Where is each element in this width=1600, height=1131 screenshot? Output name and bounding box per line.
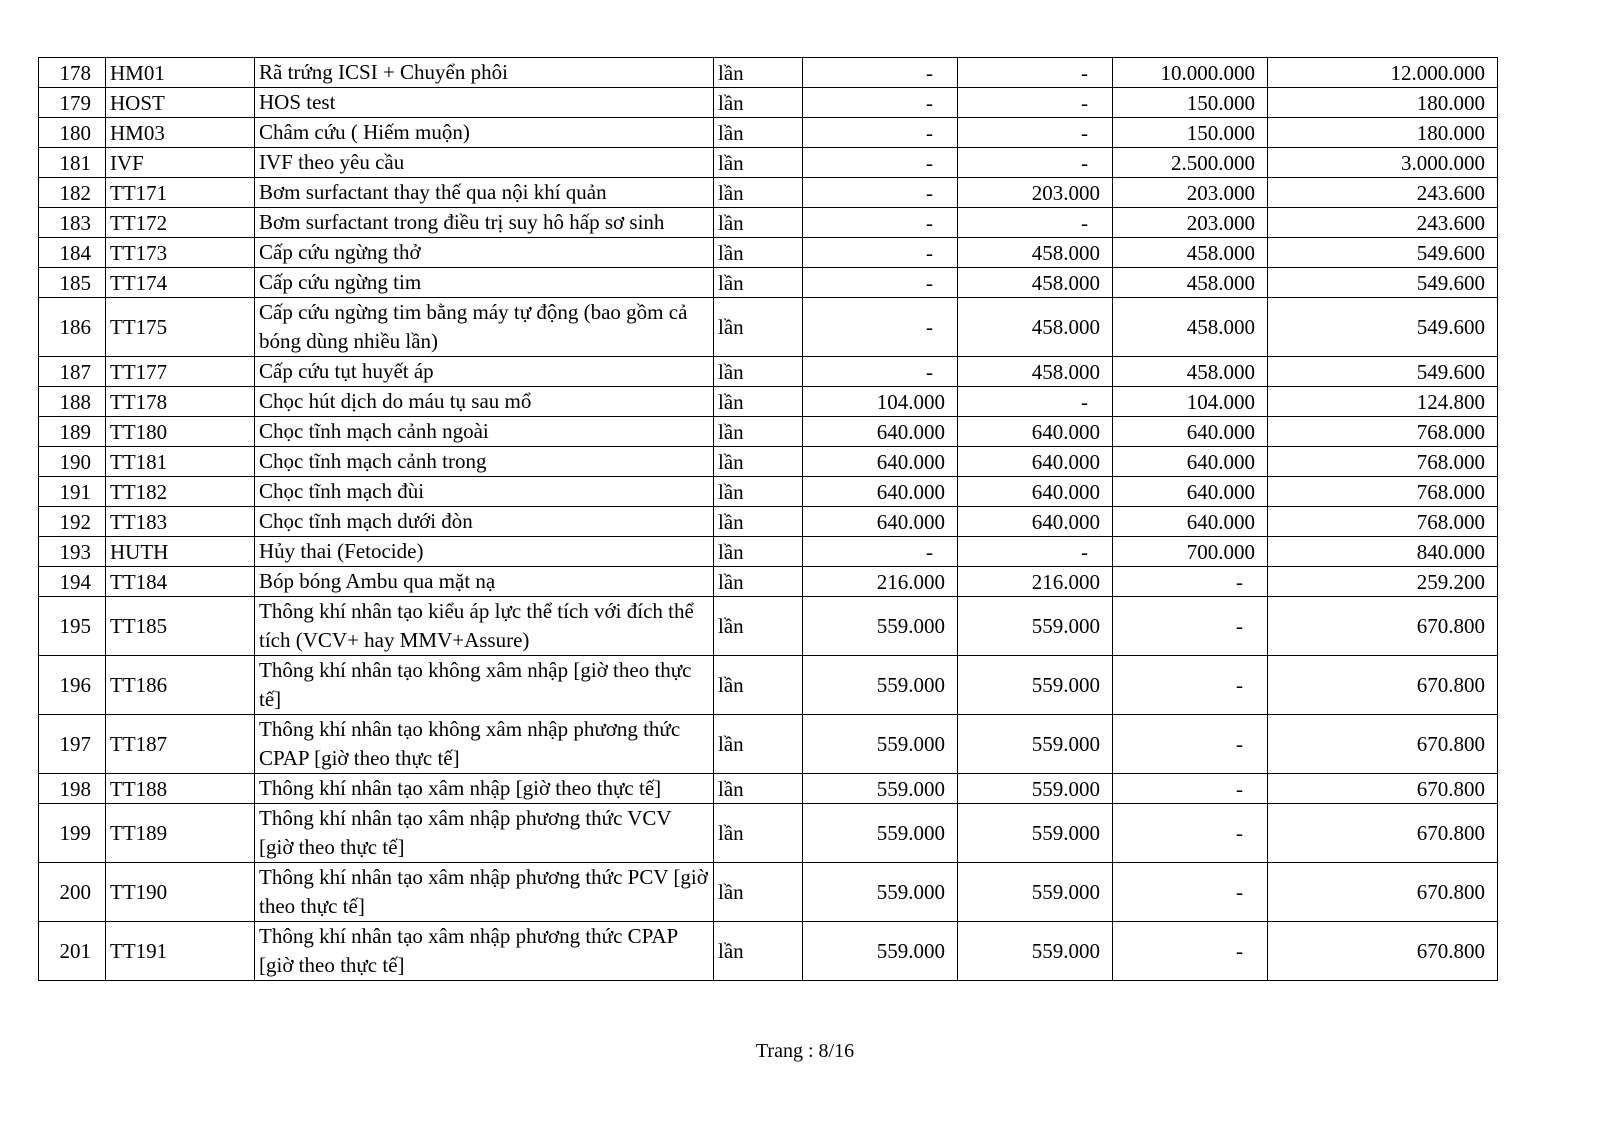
price-3-cell: 2.500.000 bbox=[1113, 148, 1268, 178]
unit-cell: lần bbox=[714, 477, 803, 507]
price-1-cell: 640.000 bbox=[803, 417, 958, 447]
service-name-cell: Thông khí nhân tạo xâm nhập phương thức VCV [giờ theo thực tế] bbox=[255, 804, 714, 863]
service-name-cell: Thông khí nhân tạo không xâm nhập [giờ theo thực tế] bbox=[255, 656, 714, 715]
table-row bbox=[39, 567, 1498, 597]
unit-cell: lần bbox=[714, 507, 803, 537]
table-row bbox=[39, 118, 1498, 148]
price-2-cell: 559.000 bbox=[958, 863, 1113, 922]
price-3-cell: - bbox=[1113, 567, 1268, 597]
service-code-cell: TT182 bbox=[106, 477, 255, 507]
row-number-cell: 181 bbox=[39, 148, 106, 178]
row-number-cell: 197 bbox=[39, 715, 106, 774]
price-1-cell: 640.000 bbox=[803, 507, 958, 537]
price-1-cell: - bbox=[803, 357, 958, 387]
price-4-cell: 243.600 bbox=[1268, 178, 1498, 208]
service-name-cell: Hủy thai (Fetocide) bbox=[255, 537, 714, 567]
price-1-cell: 559.000 bbox=[803, 774, 958, 804]
unit-cell: lần bbox=[714, 656, 803, 715]
service-name-cell: Bơm surfactant trong điều trị suy hô hấp sơ sinh bbox=[255, 208, 714, 238]
row-number-cell: 187 bbox=[39, 357, 106, 387]
row-number-cell: 198 bbox=[39, 774, 106, 804]
table-row bbox=[39, 88, 1498, 118]
price-1-cell: - bbox=[803, 178, 958, 208]
service-code-cell: TT191 bbox=[106, 922, 255, 981]
unit-cell: lần bbox=[714, 58, 803, 88]
table-row bbox=[39, 148, 1498, 178]
price-2-cell: 559.000 bbox=[958, 656, 1113, 715]
price-1-cell: 559.000 bbox=[803, 863, 958, 922]
price-2-cell: - bbox=[958, 148, 1113, 178]
price-4-cell: 670.800 bbox=[1268, 715, 1498, 774]
row-number-cell: 179 bbox=[39, 88, 106, 118]
price-4-cell: 768.000 bbox=[1268, 447, 1498, 477]
table-row bbox=[39, 863, 1498, 922]
price-4-cell: 670.800 bbox=[1268, 597, 1498, 656]
table-row bbox=[39, 208, 1498, 238]
price-3-cell: 10.000.000 bbox=[1113, 58, 1268, 88]
page-number: Trang : 8/16 bbox=[755, 1040, 855, 1062]
unit-cell: lần bbox=[714, 88, 803, 118]
price-1-cell: - bbox=[803, 238, 958, 268]
price-3-cell: - bbox=[1113, 922, 1268, 981]
unit-cell: lần bbox=[714, 298, 803, 357]
unit-cell: lần bbox=[714, 447, 803, 477]
price-3-cell: - bbox=[1113, 715, 1268, 774]
price-3-cell: 640.000 bbox=[1113, 477, 1268, 507]
service-code-cell: TT174 bbox=[106, 268, 255, 298]
price-1-cell: - bbox=[803, 58, 958, 88]
unit-cell: lần bbox=[714, 178, 803, 208]
price-1-cell: - bbox=[803, 148, 958, 178]
table-row bbox=[39, 178, 1498, 208]
row-number-cell: 201 bbox=[39, 922, 106, 981]
price-2-cell: 640.000 bbox=[958, 417, 1113, 447]
price-2-cell: 458.000 bbox=[958, 268, 1113, 298]
price-2-cell: 640.000 bbox=[958, 507, 1113, 537]
price-3-cell: - bbox=[1113, 804, 1268, 863]
unit-cell: lần bbox=[714, 774, 803, 804]
service-name-cell: Cấp cứu ngừng thở bbox=[255, 238, 714, 268]
service-name-cell: Cấp cứu ngừng tim bbox=[255, 268, 714, 298]
price-1-cell: - bbox=[803, 298, 958, 357]
table-row bbox=[39, 597, 1498, 656]
price-2-cell: 559.000 bbox=[958, 774, 1113, 804]
price-4-cell: 549.600 bbox=[1268, 238, 1498, 268]
price-2-cell: 559.000 bbox=[958, 715, 1113, 774]
price-3-cell: 150.000 bbox=[1113, 118, 1268, 148]
service-name-cell: Cấp cứu tụt huyết áp bbox=[255, 357, 714, 387]
price-1-cell: 640.000 bbox=[803, 477, 958, 507]
price-3-cell: 150.000 bbox=[1113, 88, 1268, 118]
service-code-cell: HOST bbox=[106, 88, 255, 118]
service-code-cell: TT177 bbox=[106, 357, 255, 387]
service-name-cell: Chọc tĩnh mạch dưới đòn bbox=[255, 507, 714, 537]
row-number-cell: 185 bbox=[39, 268, 106, 298]
price-2-cell: - bbox=[958, 118, 1113, 148]
price-2-cell: 458.000 bbox=[958, 238, 1113, 268]
row-number-cell: 199 bbox=[39, 804, 106, 863]
table-body bbox=[39, 58, 1498, 981]
price-4-cell: 124.800 bbox=[1268, 387, 1498, 417]
price-3-cell: 458.000 bbox=[1113, 298, 1268, 357]
service-code-cell: TT181 bbox=[106, 447, 255, 477]
price-3-cell: 700.000 bbox=[1113, 537, 1268, 567]
service-name-cell: HOS test bbox=[255, 88, 714, 118]
table-row bbox=[39, 298, 1498, 357]
service-code-cell: TT183 bbox=[106, 507, 255, 537]
price-3-cell: 458.000 bbox=[1113, 357, 1268, 387]
price-4-cell: 670.800 bbox=[1268, 804, 1498, 863]
price-1-cell: 559.000 bbox=[803, 597, 958, 656]
unit-cell: lần bbox=[714, 417, 803, 447]
price-3-cell: - bbox=[1113, 774, 1268, 804]
price-3-cell: 640.000 bbox=[1113, 417, 1268, 447]
service-name-cell: Thông khí nhân tạo xâm nhập [giờ theo thực tế] bbox=[255, 774, 714, 804]
price-2-cell: 216.000 bbox=[958, 567, 1113, 597]
row-number-cell: 184 bbox=[39, 238, 106, 268]
price-2-cell: - bbox=[958, 58, 1113, 88]
price-4-cell: 3.000.000 bbox=[1268, 148, 1498, 178]
service-code-cell: TT184 bbox=[106, 567, 255, 597]
service-code-cell: TT186 bbox=[106, 656, 255, 715]
price-1-cell: - bbox=[803, 88, 958, 118]
service-code-cell: TT188 bbox=[106, 774, 255, 804]
price-1-cell: 559.000 bbox=[803, 922, 958, 981]
price-4-cell: 180.000 bbox=[1268, 118, 1498, 148]
service-name-cell: Thông khí nhân tạo xâm nhập phương thức CPAP [giờ theo thực tế] bbox=[255, 922, 714, 981]
price-2-cell: 640.000 bbox=[958, 477, 1113, 507]
service-name-cell: Châm cứu ( Hiếm muộn) bbox=[255, 118, 714, 148]
service-code-cell: TT190 bbox=[106, 863, 255, 922]
unit-cell: lần bbox=[714, 387, 803, 417]
price-4-cell: 549.600 bbox=[1268, 268, 1498, 298]
table-row bbox=[39, 417, 1498, 447]
table-row bbox=[39, 387, 1498, 417]
price-2-cell: 458.000 bbox=[958, 298, 1113, 357]
row-number-cell: 190 bbox=[39, 447, 106, 477]
price-1-cell: 104.000 bbox=[803, 387, 958, 417]
unit-cell: lần bbox=[714, 804, 803, 863]
row-number-cell: 200 bbox=[39, 863, 106, 922]
price-4-cell: 670.800 bbox=[1268, 863, 1498, 922]
price-4-cell: 259.200 bbox=[1268, 567, 1498, 597]
price-1-cell: 559.000 bbox=[803, 804, 958, 863]
service-code-cell: HM01 bbox=[106, 58, 255, 88]
row-number-cell: 195 bbox=[39, 597, 106, 656]
table-row bbox=[39, 507, 1498, 537]
price-4-cell: 549.600 bbox=[1268, 357, 1498, 387]
price-3-cell: 104.000 bbox=[1113, 387, 1268, 417]
service-name-cell: Chọc hút dịch do máu tụ sau mổ bbox=[255, 387, 714, 417]
price-1-cell: - bbox=[803, 268, 958, 298]
price-1-cell: - bbox=[803, 208, 958, 238]
row-number-cell: 178 bbox=[39, 58, 106, 88]
service-name-cell: Rã trứng ICSI + Chuyển phôi bbox=[255, 58, 714, 88]
service-code-cell: TT187 bbox=[106, 715, 255, 774]
price-4-cell: 670.800 bbox=[1268, 656, 1498, 715]
row-number-cell: 180 bbox=[39, 118, 106, 148]
unit-cell: lần bbox=[714, 268, 803, 298]
row-number-cell: 186 bbox=[39, 298, 106, 357]
row-number-cell: 193 bbox=[39, 537, 106, 567]
price-4-cell: 768.000 bbox=[1268, 477, 1498, 507]
table-row bbox=[39, 922, 1498, 981]
unit-cell: lần bbox=[714, 537, 803, 567]
price-4-cell: 243.600 bbox=[1268, 208, 1498, 238]
service-code-cell: HM03 bbox=[106, 118, 255, 148]
service-code-cell: TT178 bbox=[106, 387, 255, 417]
service-code-cell: TT189 bbox=[106, 804, 255, 863]
table-row bbox=[39, 357, 1498, 387]
table-row bbox=[39, 804, 1498, 863]
service-code-cell: TT185 bbox=[106, 597, 255, 656]
table-row bbox=[39, 238, 1498, 268]
price-3-cell: - bbox=[1113, 597, 1268, 656]
price-2-cell: - bbox=[958, 537, 1113, 567]
row-number-cell: 182 bbox=[39, 178, 106, 208]
service-code-cell: TT173 bbox=[106, 238, 255, 268]
service-name-cell: Thông khí nhân tạo xâm nhập phương thức PCV [giờ theo thực tế] bbox=[255, 863, 714, 922]
row-number-cell: 192 bbox=[39, 507, 106, 537]
price-1-cell: 640.000 bbox=[803, 447, 958, 477]
unit-cell: lần bbox=[714, 208, 803, 238]
row-number-cell: 183 bbox=[39, 208, 106, 238]
price-3-cell: 203.000 bbox=[1113, 178, 1268, 208]
table-row bbox=[39, 58, 1498, 88]
unit-cell: lần bbox=[714, 148, 803, 178]
price-1-cell: 559.000 bbox=[803, 715, 958, 774]
price-4-cell: 12.000.000 bbox=[1268, 58, 1498, 88]
unit-cell: lần bbox=[714, 863, 803, 922]
price-2-cell: 203.000 bbox=[958, 178, 1113, 208]
service-name-cell: Bơm surfactant thay thế qua nội khí quản bbox=[255, 178, 714, 208]
price-1-cell: 559.000 bbox=[803, 656, 958, 715]
row-number-cell: 196 bbox=[39, 656, 106, 715]
price-3-cell: 640.000 bbox=[1113, 507, 1268, 537]
price-4-cell: 768.000 bbox=[1268, 417, 1498, 447]
service-code-cell: TT175 bbox=[106, 298, 255, 357]
table-row bbox=[39, 656, 1498, 715]
service-code-cell: TT172 bbox=[106, 208, 255, 238]
price-3-cell: - bbox=[1113, 863, 1268, 922]
price-2-cell: 559.000 bbox=[958, 597, 1113, 656]
service-name-cell: Chọc tĩnh mạch đùi bbox=[255, 477, 714, 507]
price-4-cell: 670.800 bbox=[1268, 774, 1498, 804]
price-2-cell: - bbox=[958, 387, 1113, 417]
table-row bbox=[39, 477, 1498, 507]
service-name-cell: Chọc tĩnh mạch cảnh ngoài bbox=[255, 417, 714, 447]
price-1-cell: - bbox=[803, 537, 958, 567]
row-number-cell: 194 bbox=[39, 567, 106, 597]
table-row bbox=[39, 537, 1498, 567]
price-3-cell: 458.000 bbox=[1113, 238, 1268, 268]
price-1-cell: 216.000 bbox=[803, 567, 958, 597]
service-code-cell: TT180 bbox=[106, 417, 255, 447]
unit-cell: lần bbox=[714, 715, 803, 774]
service-name-cell: Bóp bóng Ambu qua mặt nạ bbox=[255, 567, 714, 597]
service-code-cell: TT171 bbox=[106, 178, 255, 208]
row-number-cell: 188 bbox=[39, 387, 106, 417]
price-2-cell: 559.000 bbox=[958, 922, 1113, 981]
service-name-cell: Cấp cứu ngừng tim bằng máy tự động (bao gồm cả bóng dùng nhiều lần) bbox=[255, 298, 714, 357]
unit-cell: lần bbox=[714, 567, 803, 597]
price-3-cell: 458.000 bbox=[1113, 268, 1268, 298]
row-number-cell: 189 bbox=[39, 417, 106, 447]
service-code-cell: HUTH bbox=[106, 537, 255, 567]
price-2-cell: 640.000 bbox=[958, 447, 1113, 477]
price-3-cell: - bbox=[1113, 656, 1268, 715]
price-4-cell: 840.000 bbox=[1268, 537, 1498, 567]
price-4-cell: 670.800 bbox=[1268, 922, 1498, 981]
price-4-cell: 180.000 bbox=[1268, 88, 1498, 118]
unit-cell: lần bbox=[714, 597, 803, 656]
unit-cell: lần bbox=[714, 357, 803, 387]
price-4-cell: 549.600 bbox=[1268, 298, 1498, 357]
price-2-cell: 458.000 bbox=[958, 357, 1113, 387]
price-3-cell: 640.000 bbox=[1113, 447, 1268, 477]
price-4-cell: 768.000 bbox=[1268, 507, 1498, 537]
unit-cell: lần bbox=[714, 118, 803, 148]
unit-cell: lần bbox=[714, 922, 803, 981]
price-table bbox=[38, 57, 1498, 981]
price-2-cell: - bbox=[958, 208, 1113, 238]
service-name-cell: Thông khí nhân tạo không xâm nhập phương thức CPAP [giờ theo thực tế] bbox=[255, 715, 714, 774]
unit-cell: lần bbox=[714, 238, 803, 268]
price-2-cell: - bbox=[958, 88, 1113, 118]
table-row bbox=[39, 268, 1498, 298]
service-code-cell: IVF bbox=[106, 148, 255, 178]
service-name-cell: Thông khí nhân tạo kiểu áp lực thể tích với đích thể tích (VCV+ hay MMV+Assure) bbox=[255, 597, 714, 656]
price-2-cell: 559.000 bbox=[958, 804, 1113, 863]
service-name-cell: Chọc tĩnh mạch cảnh trong bbox=[255, 447, 714, 477]
table-row bbox=[39, 774, 1498, 804]
table-row bbox=[39, 715, 1498, 774]
price-3-cell: 203.000 bbox=[1113, 208, 1268, 238]
row-number-cell: 191 bbox=[39, 477, 106, 507]
table-row bbox=[39, 447, 1498, 477]
price-1-cell: - bbox=[803, 118, 958, 148]
service-name-cell: IVF theo yêu cầu bbox=[255, 148, 714, 178]
